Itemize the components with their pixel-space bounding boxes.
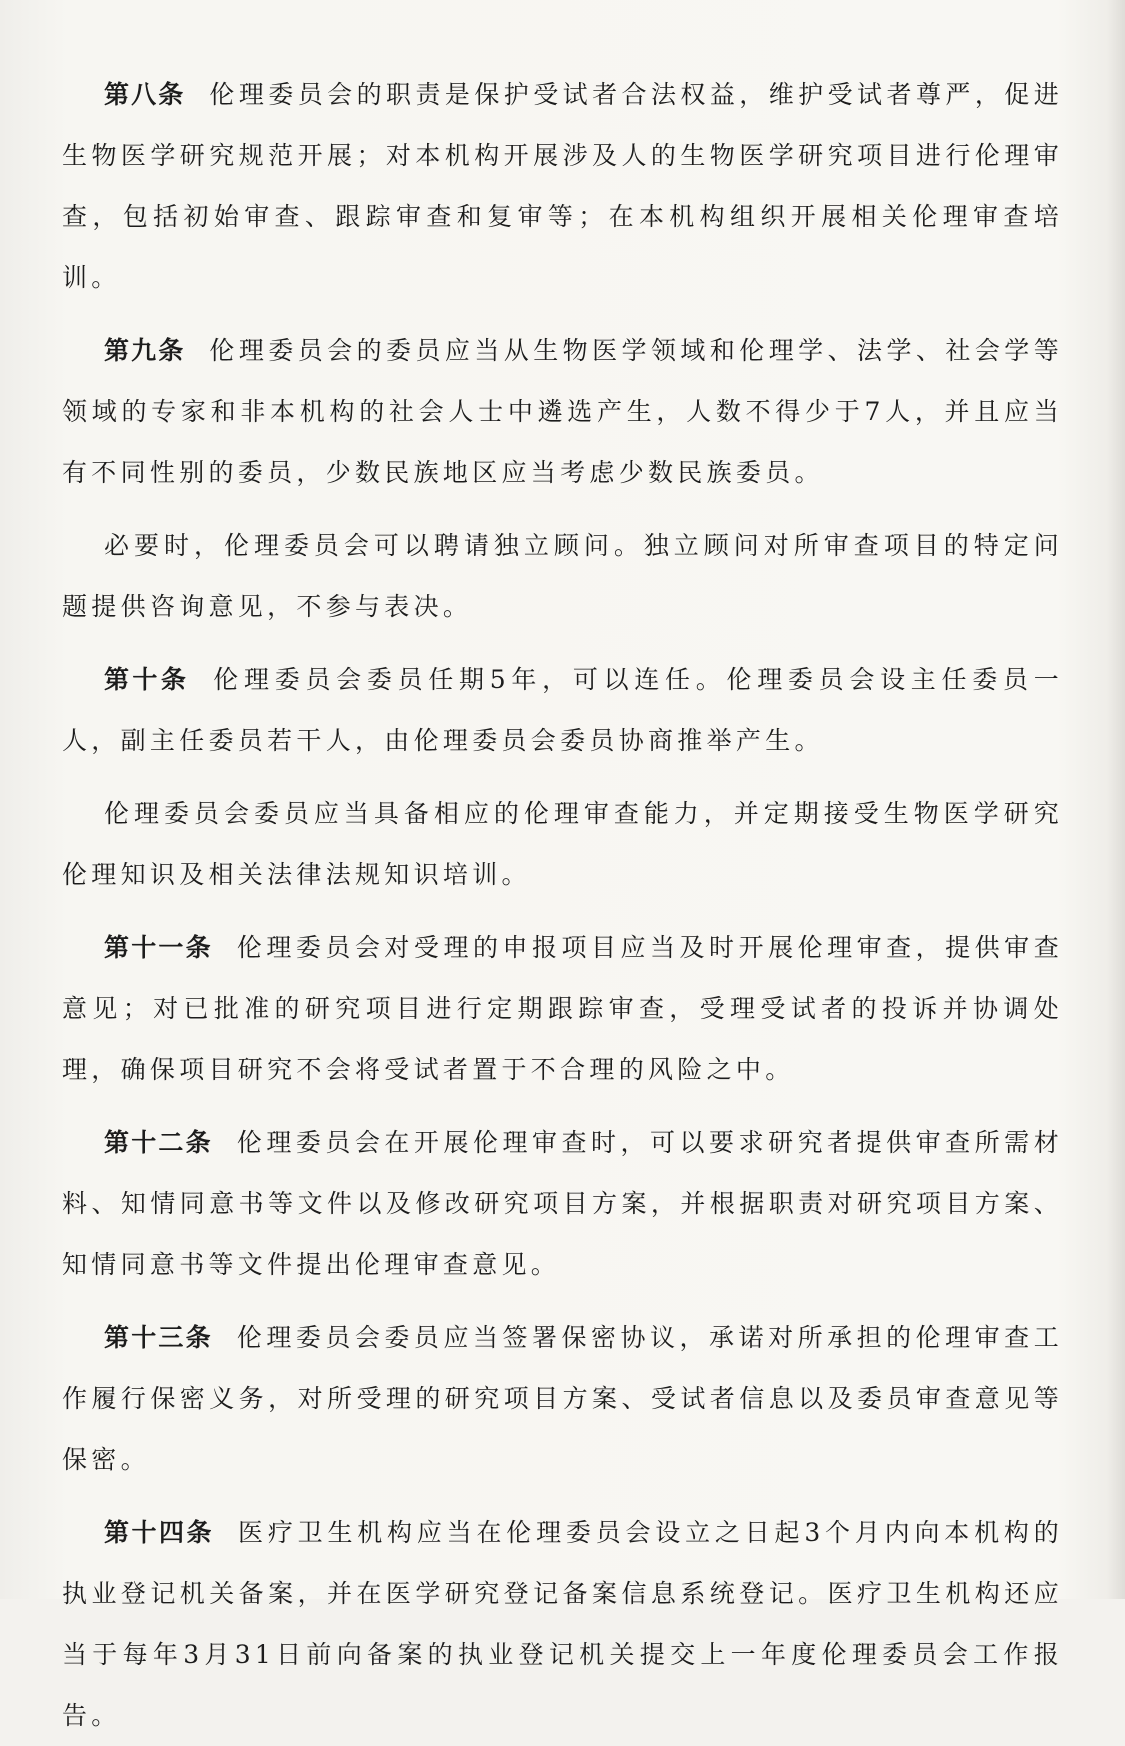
article-text: 必要时，伦理委员会可以聘请独立顾问。独立顾问对所审查项目的特定问题提供咨询意见，不参与表决。 bbox=[62, 531, 1063, 621]
paragraph-gap bbox=[62, 1295, 1063, 1307]
article-heading: 第十四条 bbox=[104, 1518, 215, 1547]
article-text: 伦理委员会的委员应当从生物医学领域和伦理学、法学、社会学等领域的专家和非本机构的社会人士中遴选产生，人数不得少于7人，并且应当有不同性别的委员，少数民族地区应当考虑少数民族委员。 bbox=[62, 336, 1063, 487]
article-9 bbox=[62, 320, 1063, 503]
paragraph-gap bbox=[62, 1490, 1063, 1502]
paragraph-gap bbox=[62, 905, 1063, 917]
article-10 bbox=[62, 649, 1063, 771]
paragraph-gap bbox=[62, 1100, 1063, 1112]
article-8 bbox=[62, 64, 1063, 308]
article-12 bbox=[62, 1112, 1063, 1295]
article-14 bbox=[62, 1502, 1063, 1746]
article-text: 伦理委员会对受理的申报项目应当及时开展伦理审查，提供审查意见；对已批准的研究项目进行定期跟踪审查，受理受试者的投诉并协调处理，确保项目研究不会将受试者置于不合理的风险之中。 bbox=[62, 933, 1063, 1084]
article-heading: 第九条 bbox=[104, 336, 186, 365]
article-heading: 第十条 bbox=[104, 665, 190, 694]
article-11 bbox=[62, 917, 1063, 1100]
article-heading: 第十一条 bbox=[104, 933, 213, 962]
article-text: 伦理委员会的职责是保护受试者合法权益，维护受试者尊严，促进生物医学研究规范开展；对本机构开展涉及人的生物医学研究项目进行伦理审查，包括初始审查、跟踪审查和复审等；在本机构组织开展相关伦理审查培训。 bbox=[62, 80, 1063, 292]
article-13 bbox=[62, 1307, 1063, 1490]
paragraph-gap bbox=[62, 771, 1063, 783]
article-heading: 第八条 bbox=[104, 80, 186, 109]
article-10-paragraph-2 bbox=[62, 783, 1063, 905]
article-text: 伦理委员会在开展伦理审查时，可以要求研究者提供审查所需材料、知情同意书等文件以及修改研究项目方案，并根据职责对研究项目方案、知情同意书等文件提出伦理审查意见。 bbox=[62, 1128, 1063, 1279]
article-text: 伦理委员会委员任期5年，可以连任。伦理委员会设主任委员一人，副主任委员若干人，由伦理委员会委员协商推举产生。 bbox=[62, 665, 1063, 755]
article-heading: 第十三条 bbox=[104, 1323, 213, 1352]
article-text: 伦理委员会委员应当签署保密协议，承诺对所承担的伦理审查工作履行保密义务，对所受理的研究项目方案、受试者信息以及委员审查意见等保密。 bbox=[62, 1323, 1063, 1474]
paragraph-gap bbox=[62, 503, 1063, 515]
article-text: 伦理委员会委员应当具备相应的伦理审查能力，并定期接受生物医学研究伦理知识及相关法律法规知识培训。 bbox=[62, 799, 1063, 889]
paragraph-gap bbox=[62, 308, 1063, 320]
article-text: 医疗卫生机构应当在伦理委员会设立之日起3个月内向本机构的执业登记机关备案，并在医学研究登记备案信息系统登记。医疗卫生机构还应当于每年3月31日前向备案的执业登记机关提交上一年度伦理委员会工作报告。 bbox=[62, 1518, 1063, 1730]
page-edge-shadow bbox=[1107, 0, 1125, 1599]
paragraph-gap bbox=[62, 637, 1063, 649]
article-heading: 第十二条 bbox=[104, 1128, 213, 1157]
article-9-paragraph-2 bbox=[62, 515, 1063, 637]
